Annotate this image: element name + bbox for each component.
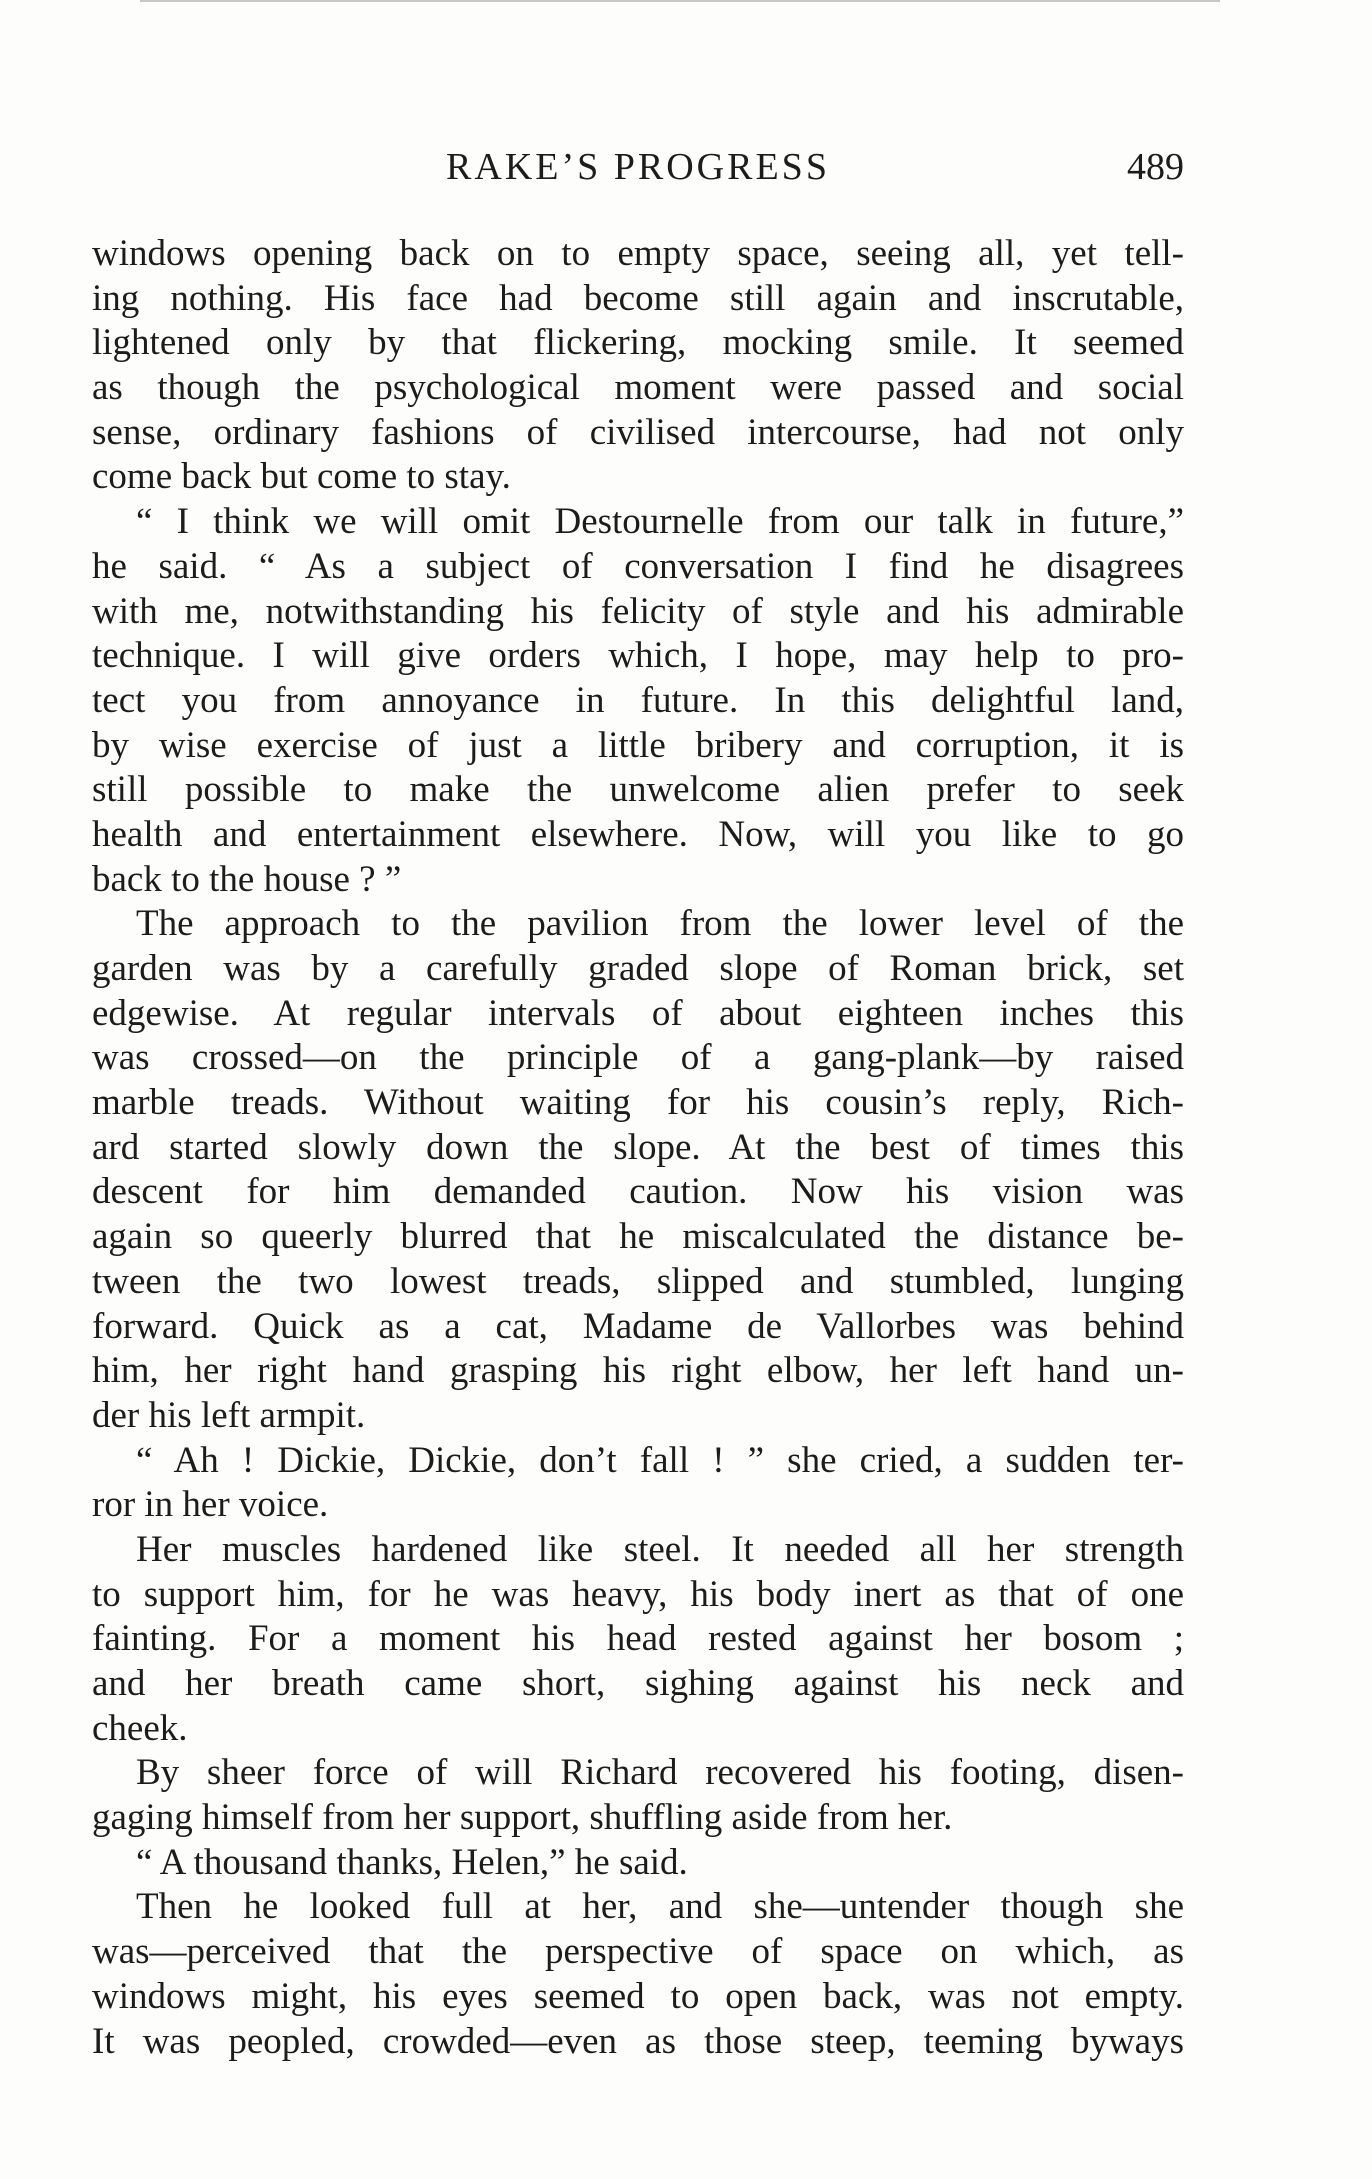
text-line: fainting. For a moment his head rested against her bosom ; [92, 1618, 1184, 1660]
running-head [92, 142, 1184, 192]
paragraph [92, 1751, 1184, 1840]
text-line: Then he looked full at her, and she—untender though she [136, 1886, 1184, 1928]
paragraph [92, 1885, 1184, 2064]
text-line: back to the house ? ” [92, 858, 402, 900]
paragraph [92, 1841, 1184, 1886]
text-line: “ Ah ! Dickie, Dickie, don’t fall ! ” she cried, a sudden ter- [136, 1439, 1184, 1481]
running-title: RAKE’S PROGRESS [446, 146, 830, 188]
text-line: marble treads. Without waiting for his cousin’s reply, Rich- [92, 1082, 1184, 1124]
paragraph [92, 500, 1184, 902]
text-line: “ A thousand thanks, Helen,” he said. [136, 1841, 688, 1883]
paragraph [92, 232, 1184, 500]
text-line: sense, ordinary fashions of civilised intercourse, had not only [92, 411, 1184, 453]
text-line: by wise exercise of just a little bribery and corruption, it is [92, 724, 1184, 766]
text-line: was crossed—on the principle of a gang-plank—by raised [92, 1037, 1184, 1079]
text-line: “ I think we will omit Destournelle from our talk in future,” [136, 501, 1184, 543]
text-line: ror in her voice. [92, 1484, 329, 1526]
paragraph [92, 1439, 1184, 1528]
text-line: come back but come to stay. [92, 456, 511, 498]
text-line: edgewise. At regular intervals of about eighteen inches this [92, 992, 1184, 1034]
text-line: as though the psychological moment were passed and social [92, 367, 1184, 409]
text-line: lightened only by that flickering, mocking smile. It seemed [92, 322, 1184, 364]
text-line: health and entertainment elsewhere. Now, will you like to go [92, 813, 1184, 855]
text-line: him, her right hand grasping his right elbow, her left hand un- [92, 1350, 1184, 1392]
text-line: It was peopled, crowded—even as those steep, teeming byways [92, 2020, 1184, 2062]
paragraph [92, 902, 1184, 1438]
text-line: windows might, his eyes seemed to open back, was not empty. [92, 1975, 1184, 2017]
text-line: By sheer force of will Richard recovered his footing, disen- [136, 1752, 1184, 1794]
text-line: garden was by a carefully graded slope of Roman brick, set [92, 948, 1184, 989]
text-line: he said. “ As a subject of conversation I find he disagrees [92, 545, 1184, 587]
text-line: and her breath came short, sighing against his neck and [92, 1663, 1184, 1704]
text-line: again so queerly blurred that he miscalculated the distance be- [92, 1216, 1184, 1258]
text-line: was—perceived that the perspective of space on which, as [92, 1931, 1184, 1973]
text-line: windows opening back on to empty space, seeing all, yet tell- [92, 233, 1184, 274]
top-edge-rule [140, 0, 1220, 2]
text-line: forward. Quick as a cat, Madame de Vallorbes was behind [92, 1305, 1184, 1347]
text-line: tween the two lowest treads, slipped and stumbled, lunging [92, 1260, 1184, 1302]
text-line: technique. I will give orders which, I hope, may help to pro- [92, 635, 1184, 677]
text-line: ing nothing. His face had become still again and inscrutable, [92, 277, 1184, 319]
text-line: to support him, for he was heavy, his body inert as that of one [92, 1573, 1184, 1615]
text-line: gaging himself from her support, shuffling aside from her. [92, 1797, 953, 1839]
text-line: der his left armpit. [92, 1394, 366, 1436]
text-line: cheek. [92, 1707, 188, 1749]
text-line: tect you from annoyance in future. In this delightful land, [92, 679, 1184, 721]
text-line: ard started slowly down the slope. At the best of times this [92, 1126, 1184, 1168]
page-number: 489 [1127, 146, 1184, 188]
text-line: The approach to the pavilion from the lower level of the [136, 903, 1184, 945]
text-line: descent for him demanded caution. Now his vision was [92, 1171, 1184, 1213]
body-text [92, 232, 1184, 2064]
text-line: with me, notwithstanding his felicity of style and his admirable [92, 590, 1184, 632]
text-line: still possible to make the unwelcome alien prefer to seek [92, 769, 1184, 811]
paragraph [92, 1528, 1184, 1751]
text-line: Her muscles hardened like steel. It needed all her strength [136, 1528, 1184, 1570]
